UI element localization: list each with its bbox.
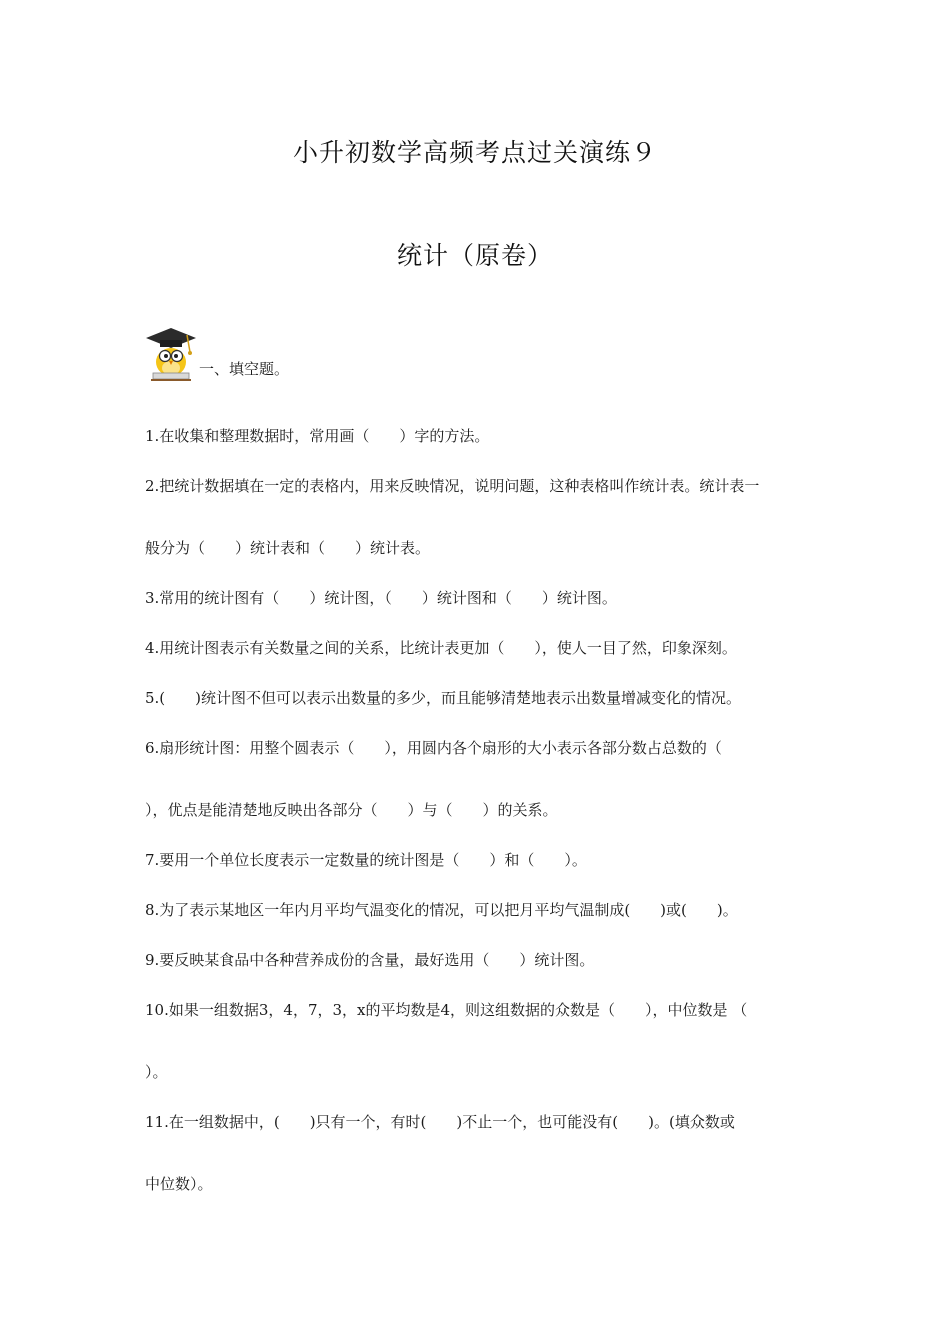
question-10-line-1: 10.如果一组数据3，4，7，3，x的平均数是4，则这组数据的众数是（ ），中位数是 （	[145, 1001, 748, 1019]
page-title: 小升初数学高频考点过关演练９	[292, 138, 657, 167]
question-3-line-1: 3.常用的统计图有（ ）统计图，（ ）统计图和（ ）统计图。	[145, 589, 617, 607]
section-label: 一、填空题。	[199, 360, 290, 378]
graduate-owl-icon	[143, 322, 197, 382]
question-11-line-1: 11.在一组数据中，( )只有一个，有时( )不止一个，也可能没有( )。(填众数或	[145, 1113, 735, 1131]
question-5-line-1: 5.( )统计图不但可以表示出数量的多少，而且能够清楚地表示出数量增减变化的情况。	[145, 689, 742, 707]
question-10-line-2: ）。	[145, 1063, 168, 1081]
question-6-line-1: 6.扇形统计图：用整个圆表示（ ），用圆内各个扇形的大小表示各部分数占总数的（	[145, 739, 722, 757]
question-7-line-1: 7.要用一个单位长度表示一定数量的统计图是（ ）和（ ）。	[145, 851, 587, 869]
question-8-line-1: 8.为了表示某地区一年内月平均气温变化的情况，可以把月平均气温制成( )或( )。	[145, 901, 738, 919]
question-11-line-2: 中位数）。	[145, 1175, 213, 1193]
page-subtitle: 统计（原卷）	[396, 241, 553, 270]
section-header	[143, 322, 289, 382]
question-1-line-1: 1.在收集和整理数据时，常用画（ ）字的方法。	[145, 427, 490, 445]
question-9-line-1: 9.要反映某食品中各种营养成份的含量，最好选用（ ）统计图。	[145, 951, 595, 969]
question-2-line-1: 2.把统计数据填在一定的表格内，用来反映情况，说明问题，这种表格叫作统计表。统计表一	[145, 477, 760, 495]
question-4-line-1: 4.用统计图表示有关数量之间的关系，比统计表更加（ ），使人一目了然，印象深刻。	[145, 639, 737, 657]
question-6-line-2: ），优点是能清楚地反映出各部分（ ）与（ ）的关系。	[145, 801, 558, 819]
question-2-line-2: 般分为（ ）统计表和（ ）统计表。	[145, 539, 431, 557]
